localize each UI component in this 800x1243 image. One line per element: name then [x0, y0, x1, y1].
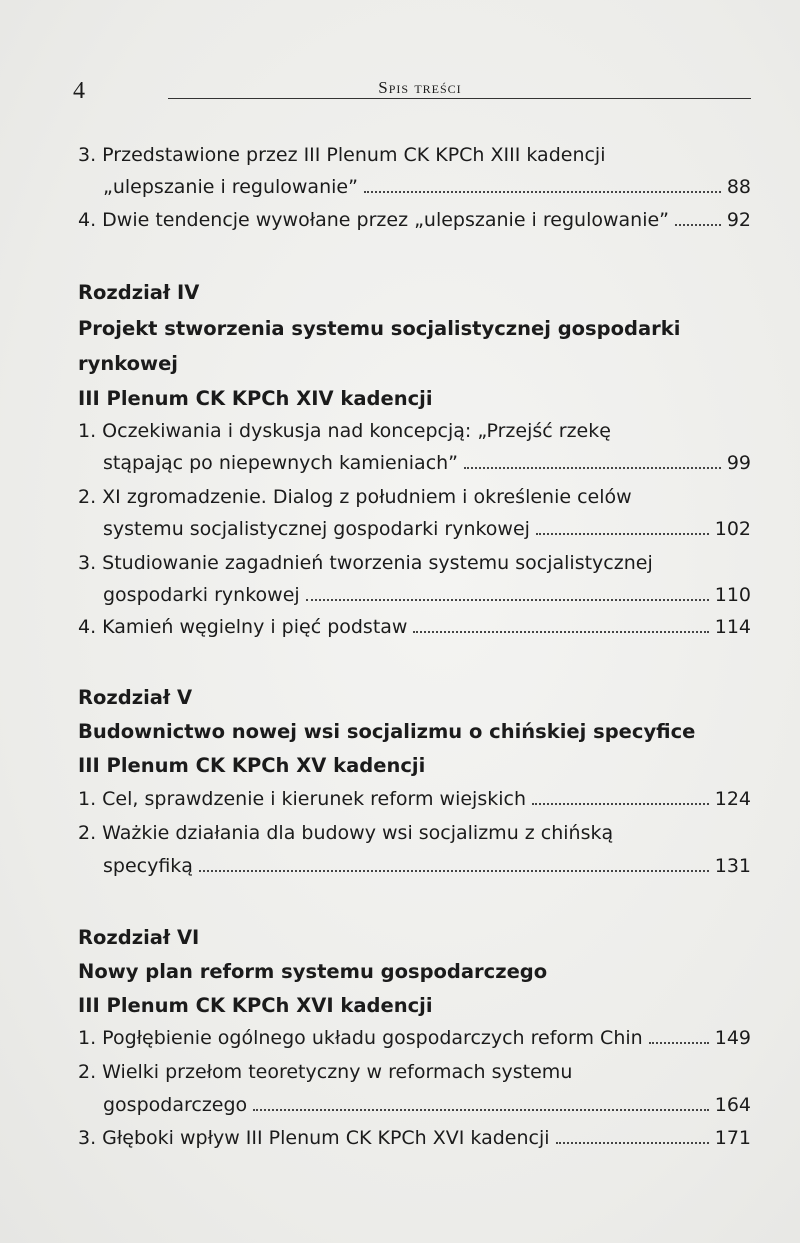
- toc-entry-text: specyfiką: [103, 855, 193, 877]
- page-number: 4: [73, 78, 85, 104]
- toc-entry-text: „ulepszanie i regulowanie”: [103, 176, 358, 198]
- toc-entry-line: [103, 518, 751, 540]
- leader-dots: [464, 467, 721, 469]
- toc-page-number: 114: [714, 616, 751, 638]
- leader-dots: [306, 599, 709, 601]
- toc-entry-line: [78, 1127, 751, 1149]
- leader-dots: [556, 1142, 709, 1144]
- toc-entry-line: [78, 420, 611, 442]
- toc-entry-line: [103, 1094, 751, 1116]
- toc-page-number: 110: [714, 584, 751, 606]
- toc-page-number: 92: [726, 209, 751, 231]
- chapter-title: Nowy plan reform systemu gospodarczego: [78, 960, 548, 983]
- page-header: [0, 0, 800, 110]
- toc-entry-text: 4. Kamień węgielny i pięć podstaw: [78, 616, 408, 638]
- toc-page-number: 99: [726, 452, 751, 474]
- header-rule: [168, 98, 751, 99]
- toc-entry-line: [78, 486, 632, 508]
- leader-dots: [532, 803, 709, 805]
- toc-entry-text: 1. Cel, sprawdzenie i kierunek reform wiejskich: [78, 788, 527, 810]
- chapter-label: Rozdział VI: [78, 926, 200, 949]
- toc-entry-line: [78, 144, 606, 166]
- chapter-plenum: III Plenum CK KPCh XVI kadencji: [78, 994, 433, 1017]
- chapter-title: rynkowej: [78, 352, 178, 375]
- leader-dots: [675, 224, 721, 226]
- leader-dots: [253, 1109, 709, 1111]
- toc-entry-text: stąpając po niepewnych kamieniach”: [103, 452, 459, 474]
- toc-entry-line: [103, 855, 751, 877]
- chapter-plenum: III Plenum CK KPCh XV kadencji: [78, 754, 426, 777]
- toc-entry-text: gospodarczego: [103, 1094, 248, 1116]
- toc-entry-text: 2. Ważkie działania dla budowy wsi socjalizmu z chińską: [78, 822, 614, 844]
- toc-page-number: 102: [714, 518, 751, 540]
- toc-page-number: 149: [714, 1027, 751, 1049]
- leader-dots: [199, 870, 709, 872]
- chapter-title: Projekt stworzenia systemu socjalistycznej gospodarki: [78, 317, 681, 340]
- toc-page-number: 171: [714, 1127, 751, 1149]
- toc-page-number: 131: [714, 855, 751, 877]
- toc-entry-text: 2. Wielki przełom teoretyczny w reformach systemu: [78, 1061, 573, 1083]
- toc-entry-line: [78, 616, 751, 638]
- toc-entry-line: [78, 788, 751, 810]
- toc-entry-text: 2. XI zgromadzenie. Dialog z południem i określenie celów: [78, 486, 632, 508]
- toc-page-number: 88: [726, 176, 751, 198]
- toc-entry-line: [78, 552, 653, 574]
- running-title: Spis treści: [378, 78, 462, 97]
- chapter-label: Rozdział IV: [78, 281, 200, 304]
- toc-entry-line: [78, 1061, 572, 1083]
- toc-entry-text: 1. Oczekiwania i dyskusja nad koncepcją: „Przejść rzekę: [78, 420, 611, 442]
- chapter-title: Budownictwo nowej wsi socjalizmu o chińskiej specyfice: [78, 720, 696, 743]
- chapter-plenum: III Plenum CK KPCh XIV kadencji: [78, 387, 433, 410]
- toc-entry-line: [78, 209, 751, 231]
- toc-entry-text: 4. Dwie tendencje wywołane przez „ulepszanie i regulowanie”: [78, 209, 670, 231]
- leader-dots: [413, 631, 708, 633]
- toc-entry-text: 1. Pogłębienie ogólnego układu gospodarczych reform Chin: [78, 1027, 643, 1049]
- toc-entry-line: [78, 822, 613, 844]
- chapter-label: Rozdział V: [78, 686, 193, 709]
- toc-entry-text: 3. Głęboki wpływ III Plenum CK KPCh XVI kadencji: [78, 1127, 550, 1149]
- toc-entry-line: [78, 1027, 751, 1049]
- leader-dots: [364, 191, 721, 193]
- toc-entry-line: [103, 452, 751, 474]
- toc-page-number: 124: [714, 788, 751, 810]
- leader-dots: [649, 1042, 709, 1044]
- leader-dots: [536, 533, 709, 535]
- toc-page-number: 164: [714, 1094, 751, 1116]
- toc-entry-text: gospodarki rynkowej: [103, 584, 300, 606]
- toc-entry-text: 3. Studiowanie zagadnień tworzenia systemu socjalistycznej: [78, 552, 653, 574]
- toc-entry-text: systemu socjalistycznej gospodarki rynkowej: [103, 518, 530, 540]
- toc-entry-text: 3. Przedstawione przez III Plenum CK KPCh XIII kadencji: [78, 144, 606, 166]
- toc-entry-line: [103, 584, 751, 606]
- toc-entry-line: [103, 176, 751, 198]
